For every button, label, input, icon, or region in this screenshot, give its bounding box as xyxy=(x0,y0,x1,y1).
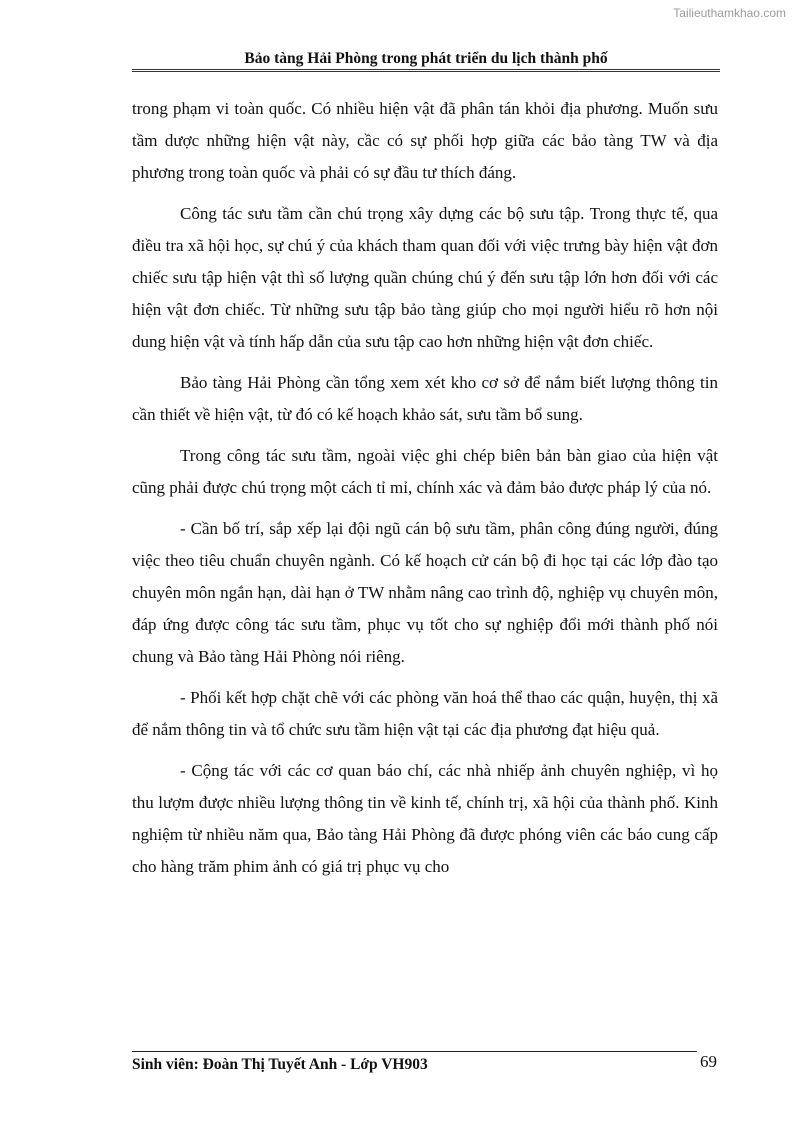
bullet-item-2: - Phối kết hợp chặt chẽ với các phòng văn hoá thể thao các quận, huyện, thị xã để nắm thông tin và tổ chức sưu tầm hiện vật tại các địa phương đạt hiệu quả. xyxy=(132,688,718,739)
paragraph-4: Trong công tác sưu tầm, ngoài việc ghi chép biên bản bàn giao của hiện vật cũng phải được chú trọng một cách tỉ mỉ, chính xác và đảm bảo được pháp lý của nó. xyxy=(132,446,718,497)
page-body xyxy=(132,93,718,892)
paragraph-1: trong phạm vi toàn quốc. Có nhiều hiện vật đã phân tán khỏi địa phương. Muốn sưu tầm dược những hiện vật này, cầc có sự phối hợp giữa các bảo tàng TW và địa phương trong toàn quốc và phải có sự đầu tư thích đáng. xyxy=(132,99,718,182)
header-rule xyxy=(132,69,720,72)
paragraph-3: Bảo tàng Hải Phòng cần tổng xem xét kho cơ sở để nắm biết lượng thông tin cần thiết về hiện vật, từ đó có kế hoạch khảo sát, sưu tầm bổ sung. xyxy=(132,373,718,424)
watermark: Tailieuthamkhao.com xyxy=(673,6,786,20)
paragraph-2: Công tác sưu tầm cần chú trọng xây dựng các bộ sưu tập. Trong thực tế, qua điều tra xã hội học, sự chú ý của khách tham quan đối với việc trưng bày hiện vật đơn chiếc sưu tập hiện vật thì số lượng quần chúng chú ý đến sưu tập lớn hơn đối với các hiện vật đơn chiếc. Từ những sưu tập bảo tàng giúp cho mọi người hiểu rõ hơn nội dung hiện vật và tính hấp dẫn của sưu tập cao hơn những hiện vật đơn chiếc. xyxy=(132,204,718,351)
footer-author: Sinh viên: Đoàn Thị Tuyết Anh - Lớp VH903 xyxy=(132,1056,428,1073)
footer-rule xyxy=(132,1051,697,1052)
running-header: Bảo tàng Hải Phòng trong phát triển du lịch thành phố xyxy=(244,50,608,67)
bullet-item-1: - Cần bố trí, sắp xếp lại đội ngũ cán bộ sưu tầm, phân công đúng người, đúng việc theo tiêu chuẩn chuyên ngành. Có kế hoạch cử cán bộ đi học tại các lớp đào tạo chuyên môn ngắn hạn, dài hạn ở TW nhằm nâng cao trình độ, nghiệp vụ chuyên môn, đáp ứng được công tác sưu tầm, phục vụ tốt cho sự nghiệp đổi mới thành phố nói chung và Bảo tàng Hải Phòng nói riêng. xyxy=(132,519,718,666)
page-number: 69 xyxy=(700,1052,717,1071)
bullet-item-3: - Cộng tác với các cơ quan báo chí, các nhà nhiếp ảnh chuyên nghiệp, vì họ thu lượm được nhiều lượng thông tin về kinh tế, chính trị, xã hội của thành phố. Kinh nghiệm từ nhiều năm qua, Bảo tàng Hải Phòng đã được phóng viên các báo cung cấp cho hàng trăm phim ảnh có giá trị phục vụ cho xyxy=(132,761,718,876)
